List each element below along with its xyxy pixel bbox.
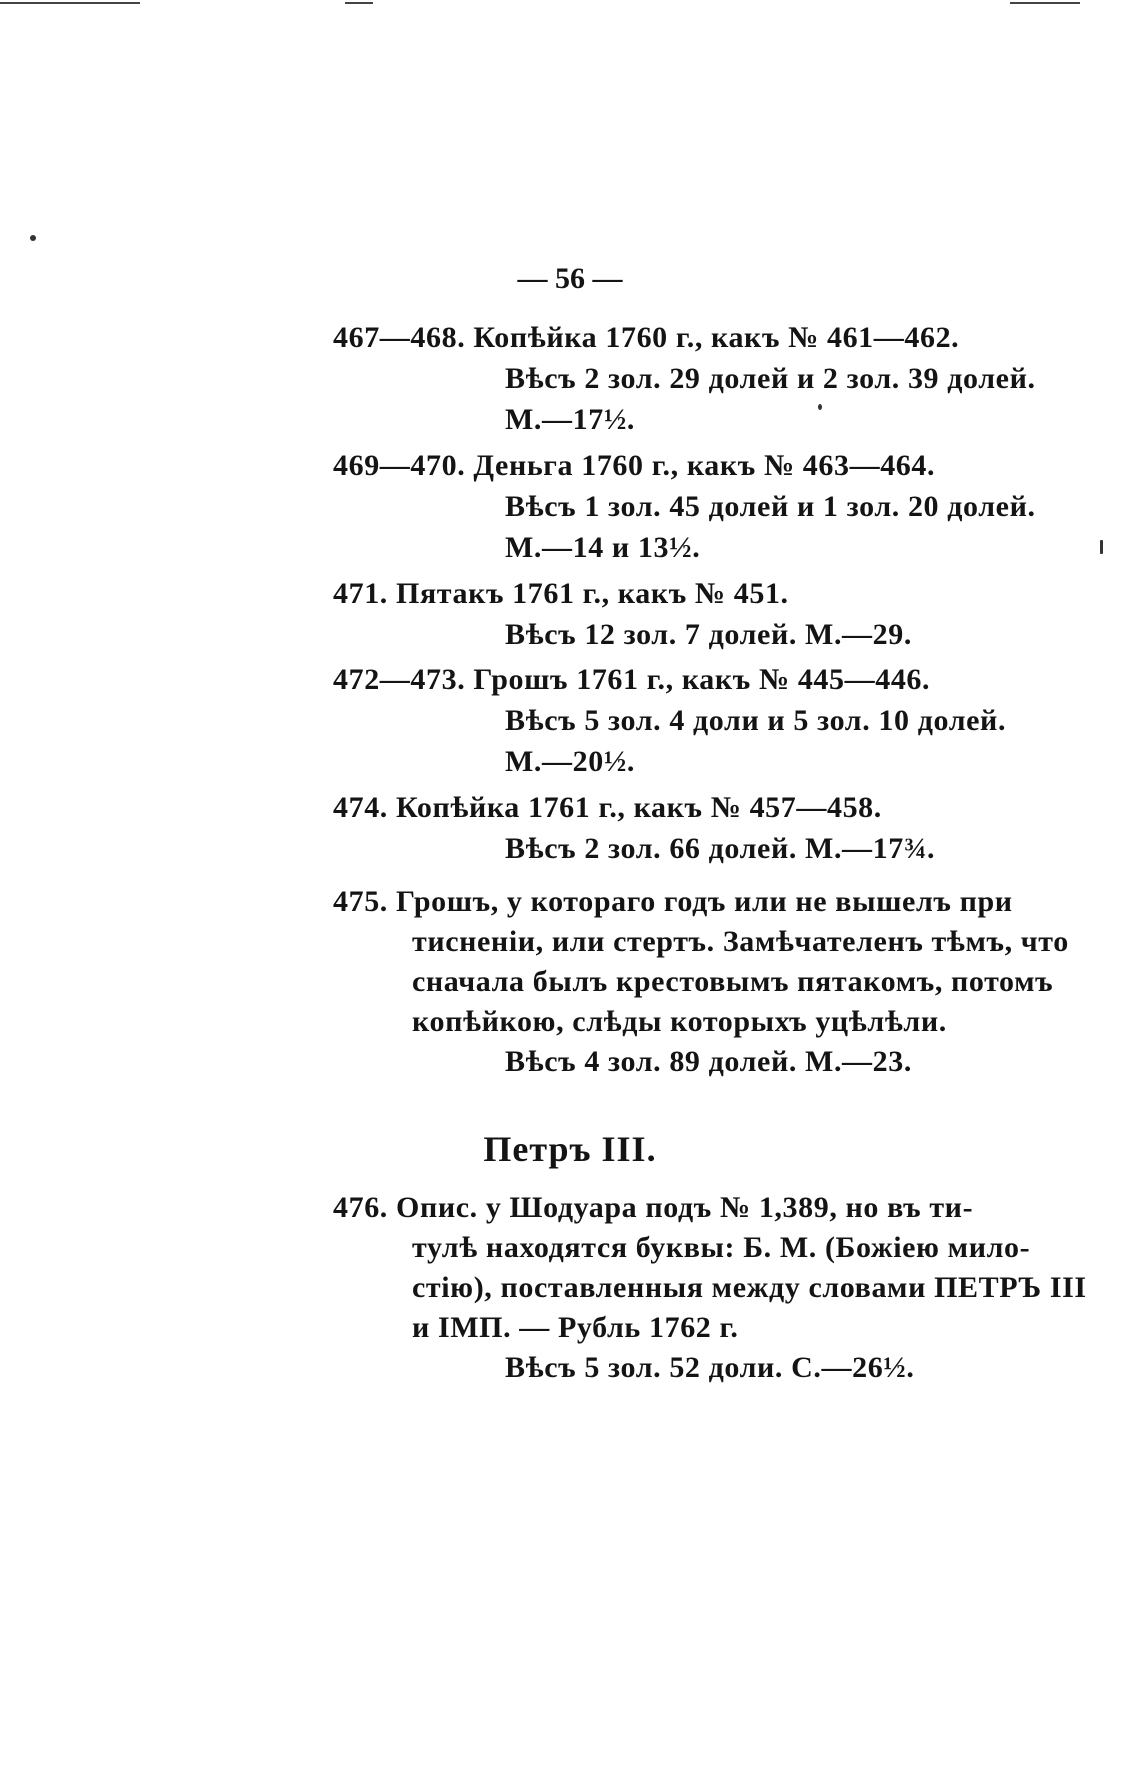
entry-number: 474. (333, 791, 388, 824)
entry-475-line-2: тисненіи, или стертъ. Замѣчателенъ тѣмъ, что (412, 925, 1069, 958)
entry-469-line-2: Вѣсъ 1 зол. 45 долей и 1 зол. 20 долей. (505, 490, 1036, 523)
entry-476-line-2: тулѣ находятся буквы: Б. М. (Божіею мило- (412, 1231, 1031, 1264)
entry-number: 467—468. (333, 321, 466, 354)
entry-text: Грошъ, у котораго годъ или не вышелъ при (396, 885, 1013, 918)
entry-472-line-3: М.—20½. (505, 745, 636, 778)
scan-speck (818, 404, 822, 410)
entry-475-line-5: Вѣсъ 4 зол. 89 долей. М.—23. (505, 1045, 912, 1078)
entry-467-line-3: М.—17½. (505, 403, 636, 436)
entry-469-line-1 (333, 448, 935, 484)
scan-edge-rule (1010, 2, 1080, 4)
entry-475-line-4: копѣйкою, слѣды которыхъ уцѣлѣли. (412, 1005, 947, 1038)
entry-472-line-2: Вѣсъ 5 зол. 4 доли и 5 зол. 10 долей. (505, 704, 1007, 737)
entry-469-line-3: М.—14 и 13½. (505, 531, 701, 564)
scan-edge-rule (345, 2, 373, 4)
entry-475-line-1 (333, 884, 1013, 920)
entry-467-line-2: Вѣсъ 2 зол. 29 долей и 2 зол. 39 долей. (505, 362, 1036, 395)
entry-476-line-4: и IМП. — Рубль 1762 г. (412, 1311, 739, 1344)
entry-number: 472—473. (333, 663, 466, 696)
scan-speck (1100, 540, 1103, 554)
entry-476-line-5: Вѣсъ 5 зол. 52 доли. С.—26½. (505, 1351, 915, 1384)
entry-text: Пятакъ 1761 г., какъ № 451. (396, 577, 789, 610)
section-heading: Петръ III. (483, 1129, 657, 1169)
page-number: — 56 — (517, 262, 623, 295)
entry-text: Копѣйка 1761 г., какъ № 457—458. (396, 791, 882, 824)
scan-edge-rule (0, 2, 140, 4)
entry-number: 476. (333, 1191, 388, 1224)
entry-471-line-1 (333, 576, 789, 612)
entry-number: 469—470. (333, 449, 466, 482)
entry-476-line-1 (333, 1190, 973, 1226)
entry-text: Опис. у Шодуара подъ № 1,389, но въ ти- (396, 1191, 974, 1224)
entry-474-line-2: Вѣсъ 2 зол. 66 долей. М.—17¾. (505, 832, 936, 865)
entry-475-line-3: сначала былъ крестовымъ пятакомъ, потомъ (412, 965, 1054, 998)
entry-number: 475. (333, 885, 388, 918)
entry-476-line-3: стію), поставленныя между словами ПЕТРЪ III (412, 1271, 1087, 1304)
entry-471-line-2: Вѣсъ 12 зол. 7 долей. М.—29. (505, 618, 912, 651)
entry-474-line-1 (333, 790, 882, 826)
entry-472-line-1 (333, 662, 930, 698)
entry-467-line-1 (333, 320, 959, 356)
entry-text: Копѣйка 1760 г., какъ № 461—462. (473, 321, 960, 354)
entry-text: Грошъ 1761 г., какъ № 445—446. (473, 663, 931, 696)
entry-text: Деньга 1760 г., какъ № 463—464. (473, 449, 936, 482)
scan-speck (30, 235, 36, 241)
entry-number: 471. (333, 577, 388, 610)
